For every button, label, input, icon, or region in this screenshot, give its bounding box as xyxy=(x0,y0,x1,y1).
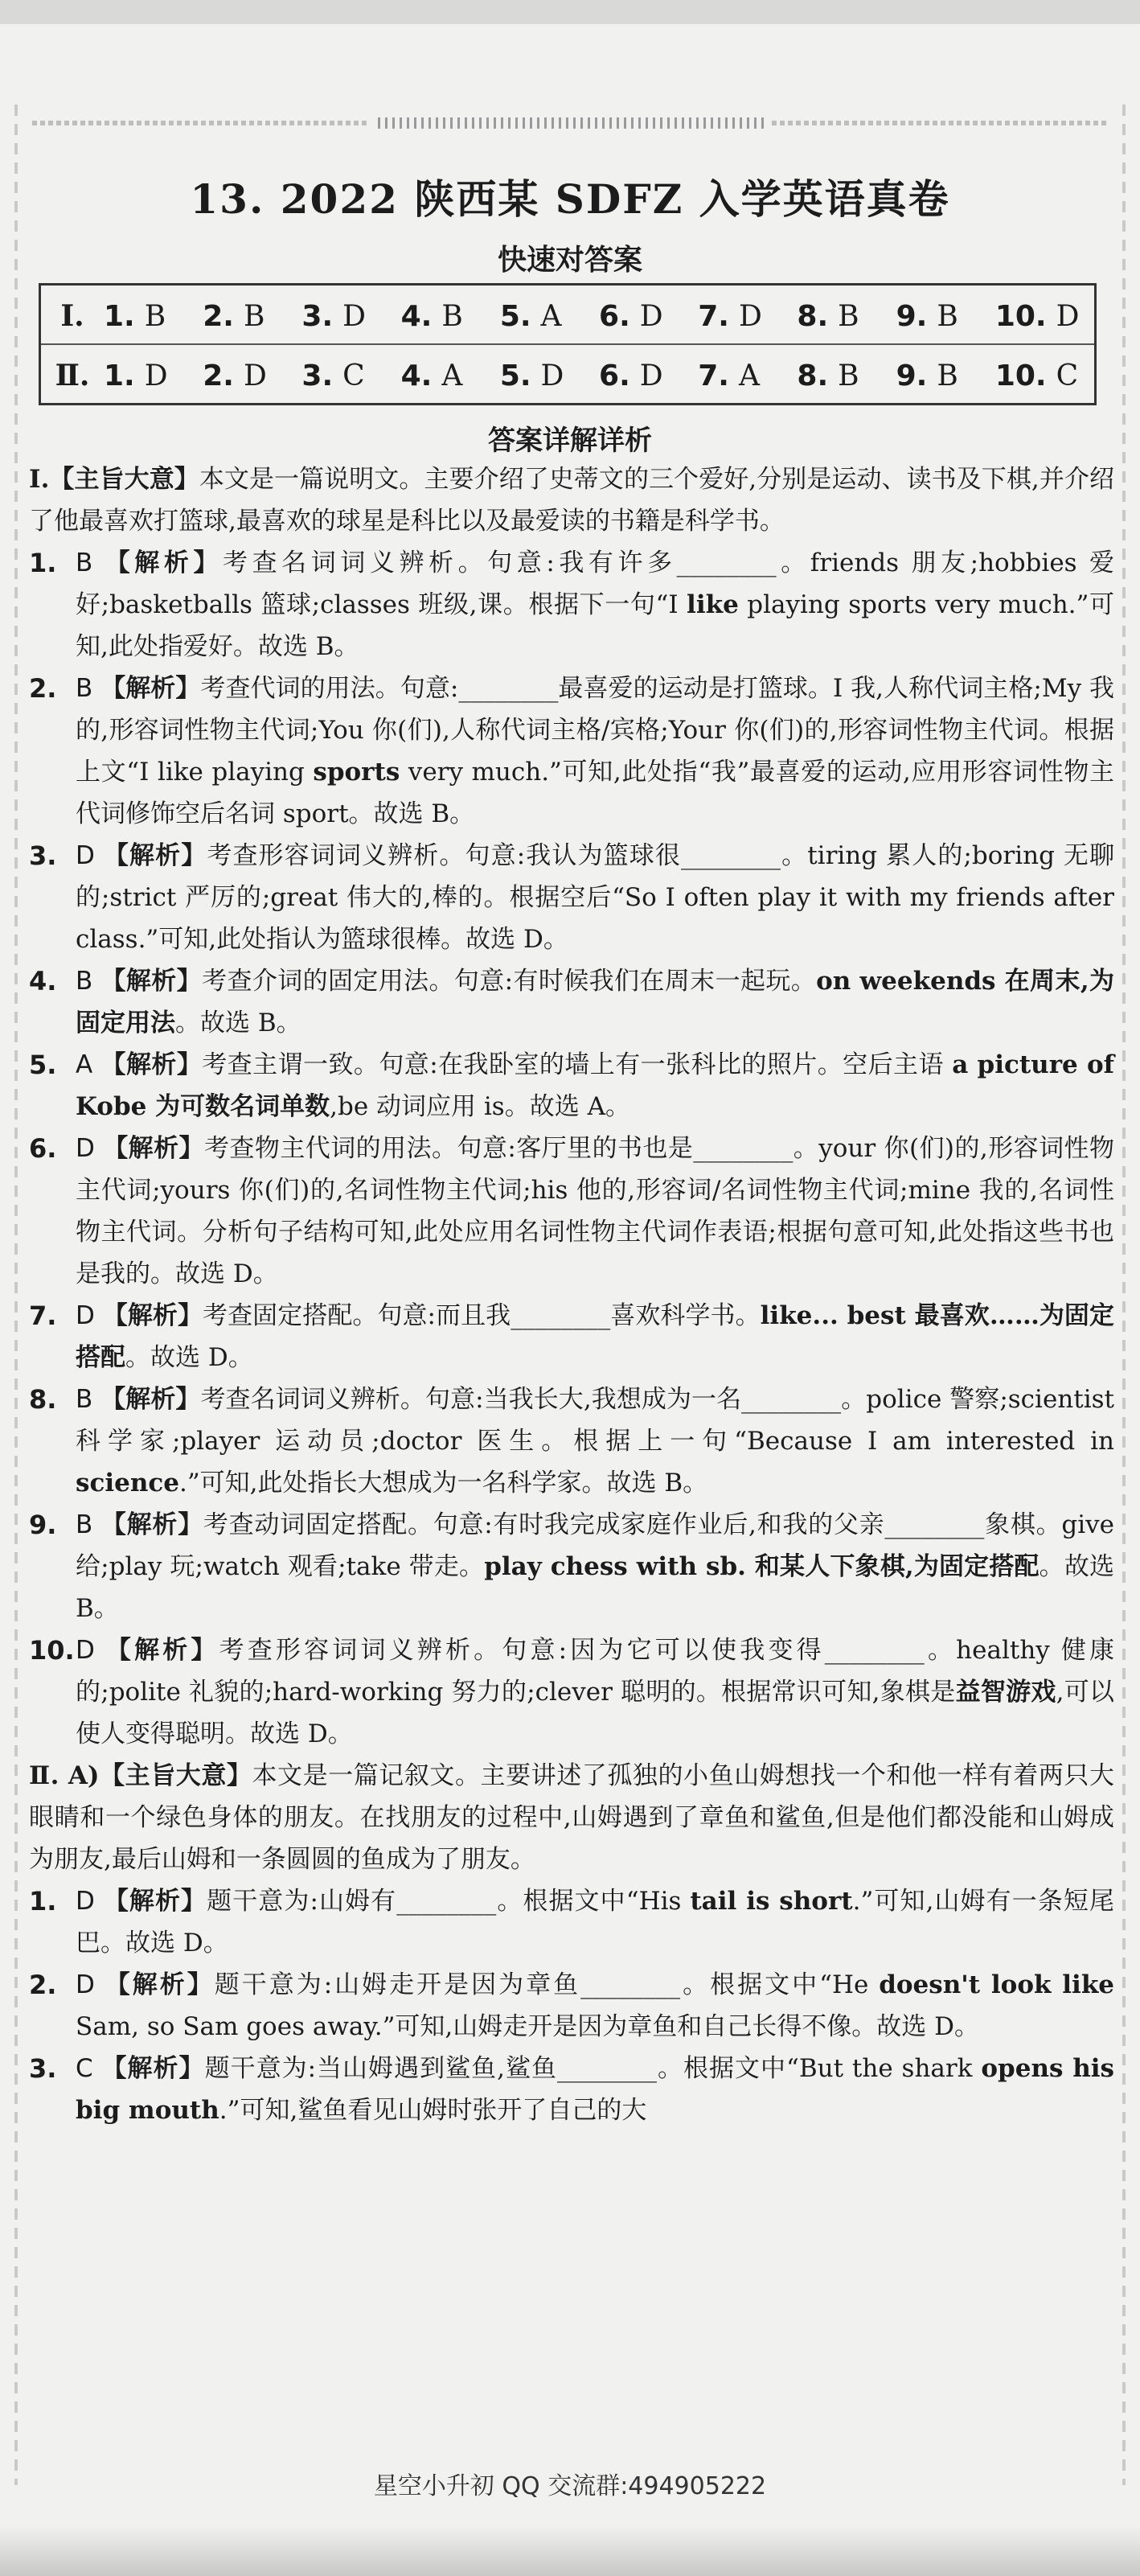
analysis-tag: 【解析】 xyxy=(100,967,203,996)
analysis-tag: 【解析】 xyxy=(101,2054,205,2083)
item-number: 1. xyxy=(29,548,57,578)
analysis-tag: 【解析】 xyxy=(103,1134,204,1163)
item-body xyxy=(76,1044,1114,1128)
item-answer: D xyxy=(76,841,95,870)
analysis-text: 考查物主代词的用法。句意:客厅里的书也是________。your 你(们)的,形容词性物主代词;yours 你(们)的,名词性物主代词;his 他的,形容词/名词性物主代词;mine 我的,名词性物主代词。分析句子结构可知,此处应用名词性物主代词作表语;根据句意可知,此处指这些书也是我的。故选 D。 xyxy=(76,1134,1115,1288)
part2-summary xyxy=(29,1755,1114,1880)
analysis-text: 题干意为:山姆走开是因为章鱼________。根据文中“He xyxy=(214,1970,880,1999)
question-number: 6. xyxy=(599,359,630,392)
item-body xyxy=(76,835,1114,960)
analysis-text: 考查形容词词义辨析。句意:因为它可以使我变得________。healthy 健康的;polite 礼貌的;hard-working 努力的;clever 聪明的。根据常识可知,象棋是 xyxy=(76,1636,1114,1707)
answer-key-row xyxy=(41,347,1094,405)
item-number: 3. xyxy=(29,840,57,871)
answer-cell xyxy=(599,300,698,333)
question-number: 7. xyxy=(698,299,729,333)
analysis-text: 考查介词的固定用法。句意:有时候我们在周末一起玩。 xyxy=(202,967,817,996)
item-number: 1. xyxy=(29,1886,57,1917)
question-number: 1. xyxy=(104,359,135,392)
answer-letter: D xyxy=(540,359,564,392)
explanation-item xyxy=(29,542,1114,668)
answer-key-table xyxy=(39,283,1097,405)
explanation-item xyxy=(29,668,1114,835)
analysis-text: 考查名词词义辨析。句意:当我长大,我想成为一名________。police 警察;scientist 科学家;player 运动员;doctor 医生。根据上一句“Because I am interested in xyxy=(76,1385,1115,1456)
question-number: 8. xyxy=(797,299,829,333)
item-body xyxy=(76,1128,1114,1295)
question-number: 10. xyxy=(994,359,1047,392)
analysis-text: 考查主谓一致。句意:在我卧室的墙上有一张科比的照片。空后主语 xyxy=(202,1050,953,1079)
item-body xyxy=(76,1629,1114,1755)
question-number: 8. xyxy=(797,359,829,392)
explanation-item xyxy=(29,960,1114,1044)
item-number: 2. xyxy=(29,673,57,704)
dashed-border-right xyxy=(1122,105,1126,2485)
quick-answer-heading: 快速对答案 xyxy=(497,244,642,277)
answer-cell xyxy=(203,359,301,392)
bold-keyword: tail is short xyxy=(690,1887,853,1916)
analysis-text: 。故选 D。 xyxy=(125,1343,253,1372)
bold-keyword: on weekends 在周末,为固定用法 xyxy=(76,967,1115,1037)
answer-cell xyxy=(599,359,698,392)
answer-cell xyxy=(896,300,995,333)
answer-cell xyxy=(401,359,500,392)
analysis-text: .”可知,山姆有一条短尾巴。故选 D。 xyxy=(76,1887,1114,1958)
analysis-tag: 【解析】 xyxy=(100,1050,203,1079)
answer-letter: C xyxy=(1056,359,1079,392)
answer-letter: A xyxy=(540,299,562,333)
analysis-text: 考查固定搭配。句意:而且我________喜欢科学书。 xyxy=(203,1301,761,1330)
answer-letter: B xyxy=(937,359,958,392)
question-number: 2. xyxy=(203,359,234,392)
bold-keyword: doesn't look like xyxy=(879,1970,1115,1999)
summary-tag: Ⅰ.【主旨大意】 xyxy=(29,465,199,494)
item-answer: C xyxy=(76,2054,93,2083)
answer-letter: D xyxy=(639,299,663,333)
question-number: 5. xyxy=(499,299,531,333)
bold-keyword: a picture of Kobe 为可数名词单数 xyxy=(76,1050,1115,1121)
answer-cell xyxy=(995,359,1094,392)
answer-cell xyxy=(401,300,500,333)
bold-keyword: science xyxy=(76,1469,179,1498)
answer-cell xyxy=(301,359,400,392)
analysis-text: 。故选 B。 xyxy=(76,1552,1115,1623)
item-answer: B xyxy=(76,1510,93,1539)
analysis-tag: 【解析】 xyxy=(102,1301,203,1330)
analysis-text: .”可知,鲨鱼看见山姆时张开了自己的大 xyxy=(219,2096,647,2125)
analysis-text: 题干意为:当山姆遇到鲨鱼,鲨鱼________。根据文中“But the shark xyxy=(204,2054,982,2083)
item-body xyxy=(76,542,1114,668)
item-number: 2. xyxy=(29,1970,57,2000)
answer-cell xyxy=(995,300,1094,333)
bold-keyword: like... best 最喜欢……为固定搭配 xyxy=(76,1301,1114,1372)
answer-letter: D xyxy=(639,359,663,392)
answer-letter: B xyxy=(838,299,859,333)
analysis-tag: 【解析】 xyxy=(105,1970,215,1999)
answer-cell xyxy=(500,300,599,333)
analysis-tag: 【解析】 xyxy=(100,1510,203,1539)
analysis-text: 考查动词固定搭配。句意:有时我完成家庭作业后,和我的父亲________象棋。give 给;play 玩;watch 观看;take 带走。 xyxy=(76,1510,1114,1581)
analysis-text: Sam, so Sam goes away.”可知,山姆走开是因为章鱼和自己长得不像。故选 D。 xyxy=(76,2012,979,2041)
item-answer: D xyxy=(76,1301,95,1330)
answer-cell xyxy=(698,300,797,333)
analysis-text: 考查名词词义辨析。句意:我有许多________。friends 朋友;hobbies 爱好;basketballs 篮球;classes 班级,课。根据下一句“I xyxy=(76,548,1114,619)
answer-cell xyxy=(797,359,896,392)
item-number: 6. xyxy=(29,1133,57,1164)
answer-cell xyxy=(797,300,896,333)
bold-keyword: sports xyxy=(313,758,400,787)
question-number: 9. xyxy=(896,359,928,392)
item-number: 7. xyxy=(29,1300,57,1331)
analysis-tag: 【解析】 xyxy=(105,1636,219,1665)
analysis-text: very much.”可知,此处指“我”最喜爱的运动,应用形容词性物主代词修饰空后名词 sport。故选 B。 xyxy=(76,758,1114,828)
answer-cell xyxy=(203,300,301,333)
analysis-text: ,be 动词应用 is。故选 A。 xyxy=(330,1092,630,1121)
explanation-item xyxy=(29,1378,1114,1504)
answer-cell xyxy=(896,359,995,392)
analysis-text: .”可知,此处指长大想成为一名科学家。故选 B。 xyxy=(178,1469,708,1498)
scan-shadow-top xyxy=(0,0,1140,24)
analysis-text: playing sports very much.”可知,此处指爱好。故选 B。 xyxy=(76,590,1114,661)
answer-letter: D xyxy=(738,299,762,333)
answer-key-row xyxy=(41,287,1094,345)
item-answer: A xyxy=(76,1050,93,1079)
item-answer: B xyxy=(76,548,93,577)
question-number: 4. xyxy=(400,299,433,333)
part1-items xyxy=(29,542,1114,1755)
item-answer: B xyxy=(76,1385,93,1414)
explanation-item xyxy=(29,1504,1114,1629)
analysis-tag: 【解析】 xyxy=(100,674,201,703)
item-body xyxy=(76,960,1114,1044)
answer-cell xyxy=(698,359,797,392)
analysis-tag: 【解析】 xyxy=(103,841,207,870)
explanation-item xyxy=(29,835,1114,960)
dashed-border-left xyxy=(14,105,18,2485)
question-number: 5. xyxy=(499,359,531,392)
decorative-rule-left xyxy=(32,121,370,125)
question-number: 1. xyxy=(104,299,135,333)
item-number: 4. xyxy=(29,966,57,996)
answer-row-label: Ⅰ. xyxy=(60,299,84,333)
summary-tag: Ⅱ. A)【主旨大意】 xyxy=(29,1761,252,1790)
answer-cell xyxy=(301,300,400,333)
part1-summary xyxy=(29,458,1114,542)
explanation-item xyxy=(29,2048,1114,2131)
answer-cell xyxy=(500,359,599,392)
explanation-item xyxy=(29,1964,1114,2048)
item-number: 10. xyxy=(29,1635,75,1666)
bold-keyword: opens his big mouth xyxy=(76,2054,1115,2125)
detailed-explanation-heading: 答案详解详析 xyxy=(488,425,652,457)
explanation-item xyxy=(29,1128,1114,1295)
bold-keyword: like xyxy=(687,590,739,619)
analysis-text: 。故选 B。 xyxy=(175,1009,301,1037)
question-number: 9. xyxy=(896,299,928,333)
explanation-item xyxy=(29,1629,1114,1755)
item-body xyxy=(76,2048,1114,2131)
explanation-item xyxy=(29,1044,1114,1128)
question-number: 3. xyxy=(301,359,334,392)
question-number: 6. xyxy=(599,299,630,333)
answer-cell xyxy=(104,300,203,333)
answer-letter: B xyxy=(838,359,859,392)
item-number: 5. xyxy=(29,1050,57,1080)
answer-row-label: Ⅱ. xyxy=(55,359,90,392)
analysis-tag: 【解析】 xyxy=(103,1887,207,1916)
summary-text: 本文是一篇记叙文。主要讲述了孤独的小鱼山姆想找一个和他一样有着两只大眼睛和一个绿色身体的朋友。在找朋友的过程中,山姆遇到了章鱼和鲨鱼,但是他们都没能和山姆成为朋友,最后山姆和一条圆圆的鱼成为了朋友。 xyxy=(29,1761,1114,1874)
answer-letter: D xyxy=(144,359,168,392)
item-body xyxy=(76,1880,1114,1964)
answer-letter: C xyxy=(342,359,365,392)
item-body xyxy=(76,1295,1114,1378)
answer-letter: D xyxy=(1056,299,1080,333)
question-number: 3. xyxy=(301,299,334,333)
part2-items xyxy=(29,1880,1114,2131)
analysis-text: 考查代词的用法。句意:________最喜爱的运动是打篮球。I 我,人称代词主格;My 我的,形容词性物主代词;You 你(们),人称代词主格/宾格;Your 你(们)的,形容词性物主代词。根据上文“I like playing xyxy=(76,674,1115,787)
question-number: 10. xyxy=(994,299,1047,333)
explanation-item xyxy=(29,1880,1114,1964)
bold-keyword: 益智游戏 xyxy=(955,1678,1056,1707)
answer-letter: D xyxy=(243,359,267,392)
question-number: 2. xyxy=(203,299,234,333)
item-number: 8. xyxy=(29,1384,57,1415)
answer-letter: D xyxy=(342,299,367,333)
analysis-text: 考查形容词词义辨析。句意:我认为篮球很________。tiring 累人的;boring 无聊的;strict 严厉的;great 伟大的,棒的。根据空后“So I often play it with my friends after class.”可知,此处指认为篮球很棒。故选 D。 xyxy=(76,841,1115,954)
answer-letter: B xyxy=(937,299,958,333)
answer-letter: A xyxy=(738,359,760,392)
item-body xyxy=(76,1964,1114,2048)
footer-contact: 星空小升初 QQ 交流群:494905222 xyxy=(373,2472,767,2500)
item-number: 9. xyxy=(29,1510,57,1540)
explanation-content xyxy=(29,458,1114,2131)
item-answer: D xyxy=(76,1970,95,1999)
item-answer: D xyxy=(76,1636,95,1665)
answer-cell xyxy=(104,359,203,392)
bold-keyword: play chess with sb. 和某人下象棋,为固定搭配 xyxy=(484,1552,1040,1581)
item-answer: B xyxy=(76,674,93,703)
answer-letter: B xyxy=(144,299,166,333)
summary-text: 本文是一篇说明文。主要介绍了史蒂文的三个爱好,分别是运动、读书及下棋,并介绍了他最喜欢打篮球,最喜欢的球星是科比以及最爱读的书籍是科学书。 xyxy=(29,465,1114,536)
explanation-item xyxy=(29,1295,1114,1378)
analysis-tag: 【解析】 xyxy=(105,548,223,577)
decorative-rule-right xyxy=(772,121,1109,125)
item-number: 3. xyxy=(29,2053,57,2084)
analysis-text: 题干意为:山姆有________。根据文中“His xyxy=(207,1887,691,1916)
analysis-tag: 【解析】 xyxy=(100,1385,201,1414)
question-number: 7. xyxy=(698,359,729,392)
item-answer: D xyxy=(76,1887,95,1916)
answer-letter: B xyxy=(441,299,463,333)
item-body xyxy=(76,1504,1114,1629)
decorative-rule-center xyxy=(378,117,764,129)
item-answer: B xyxy=(76,967,93,996)
item-body xyxy=(76,668,1114,835)
item-answer: D xyxy=(76,1134,95,1163)
scan-shadow-bottom xyxy=(0,2525,1140,2576)
item-body xyxy=(76,1378,1114,1504)
analysis-text: ,可以使人变得聪明。故选 D。 xyxy=(76,1678,1114,1748)
answer-letter: A xyxy=(441,359,463,392)
answer-letter: B xyxy=(243,299,265,333)
page-title: 13. 2022 陕西某 SDFZ 入学英语真卷 xyxy=(190,175,950,223)
question-number: 4. xyxy=(400,359,433,392)
